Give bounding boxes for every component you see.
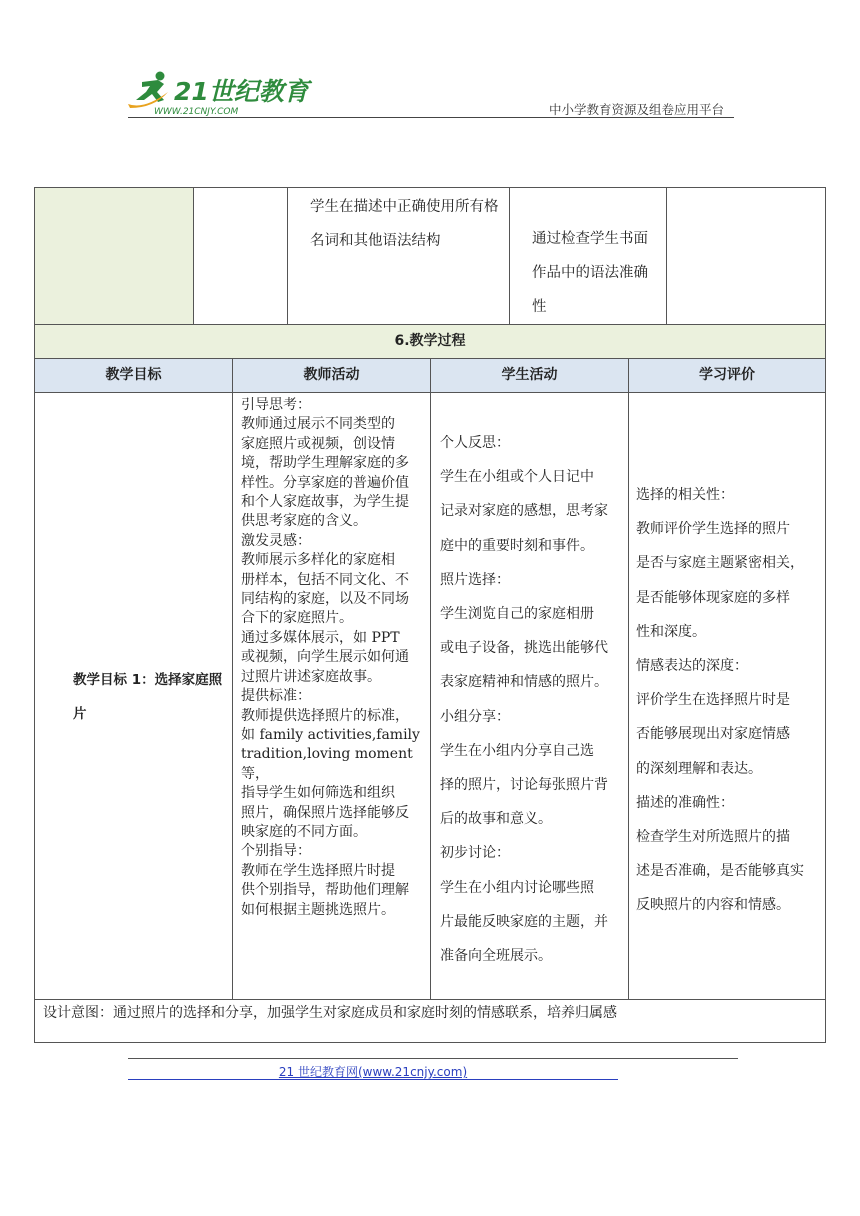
logo-url: WWW.21CNJY.COM: [154, 107, 239, 117]
grammar-goal-text: 学生在描述中正确使用所有格名词和其他语法结构: [310, 199, 499, 249]
student-activity-cell: [430, 392, 629, 1000]
continuation-cell-1: [34, 187, 194, 325]
logo-text: 21世纪教育: [174, 77, 309, 106]
grammar-eval-text: 通过检查学生书面作品中的语法准确性: [532, 231, 648, 315]
continuation-cell-4: [509, 187, 667, 325]
footer-link-text[interactable]: 21 世纪教育网(www.21cnjy.com): [278, 1065, 468, 1079]
evaluation-cell: [628, 392, 826, 1000]
goal-title: 教学目标 1：选择家庭照片: [73, 672, 223, 722]
footer-link-underline: [128, 1079, 618, 1080]
header-teacher: 教师活动: [232, 358, 431, 393]
header-student: 学生活动: [430, 358, 629, 393]
runner-logo-icon: [128, 72, 168, 109]
footer-divider: [128, 1058, 738, 1059]
section-title: 6.教学过程: [34, 324, 826, 359]
footer-link[interactable]: [128, 1063, 618, 1080]
continuation-cell-3: [287, 187, 510, 325]
header-evaluation: 学习评价: [628, 358, 826, 393]
evaluation-text: 选择的相关性： 教师评价学生选择的照片 是否与家庭主题紧密相关， 是否能够体现家庭的多样 性和深度。 情感表达的深度： 评价学生在选择照片时是 否能够展现出对家庭情感 的深刻理解和表达。 描述的准确性： 检查学生对所选照片的描 述是否准确，是否能够真实 反映照片的内容和情感。: [636, 487, 804, 914]
header-divider: [128, 117, 734, 118]
design-intent: 设计意图：通过照片的选择和分享，加强学生对家庭成员和家庭时刻的情感联系，培养归属感: [34, 999, 826, 1043]
header-platform-text: 中小学教育资源及组卷应用平台: [548, 102, 724, 117]
continuation-cell-5: [666, 187, 826, 325]
teacher-activity-text: 引导思考： 教师通过展示不同类型的 家庭照片或视频，创设情 境，帮助学生理解家庭的多 样性。分享家庭的普遍价值 和个人家庭故事，为学生提 供思考家庭的含义。 激发灵感： 教师展示多样化的家庭相 册样本，包括不同文化、不 同结构的家庭，以及不同场 合下的家庭照片。 通过多媒体展示，如 PPT 或视频，向学生展示如何通 过照片讲述家庭故事。 提供标准： 教师提供选择照片的标准， 如 family activities,family tradition,loving moment 等， 指导学生如何筛选和组织 照片，确保照片选择能够反 映家庭的不同方面。 个别指导： 教师在学生选择照片时提 供个别指导，帮助他们理解 如何根据主题挑选照片。: [241, 397, 420, 918]
header-goal: 教学目标: [34, 358, 233, 393]
goal-cell: [34, 392, 233, 1000]
teacher-activity-cell: [232, 392, 431, 1000]
site-logo: [124, 70, 309, 118]
continuation-cell-2: [193, 187, 288, 325]
student-activity-text: 个人反思： 学生在小组或个人日记中 记录对家庭的感想，思考家 庭中的重要时刻和事件。 照片选择： 学生浏览自己的家庭相册 或电子设备，挑选出能够代 表家庭精神和情感的照片。 小组分享： 学生在小组内分享自己选 择的照片，讨论每张照片背 后的故事和意义。 初步讨论： 学生在小组内讨论哪些照 片最能反映家庭的主题，并 准备向全班展示。: [440, 435, 608, 965]
